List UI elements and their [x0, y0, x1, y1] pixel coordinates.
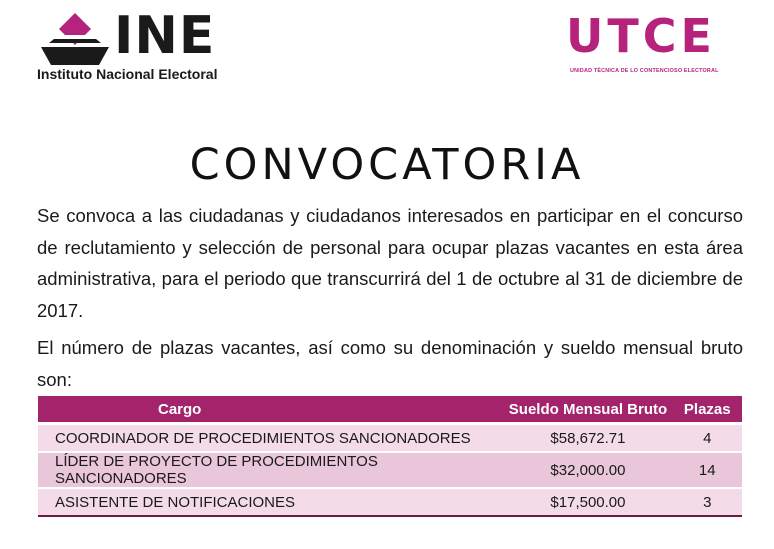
ballot-box-icon: [39, 13, 111, 65]
cell-cargo: LÍDER DE PROYECTO DE PROCEDIMIENTOS SANCIONADORES: [38, 452, 503, 488]
header-plazas: Plazas: [673, 396, 743, 424]
cell-cargo: ASISTENTE DE NOTIFICACIONES: [38, 488, 503, 516]
cell-sueldo: $58,672.71: [503, 424, 672, 453]
table-header-row: [38, 396, 742, 424]
cell-plazas: 14: [673, 452, 743, 488]
cell-sueldo: $32,000.00: [503, 452, 672, 488]
header-sueldo: Sueldo Mensual Bruto: [503, 396, 672, 424]
utce-logo: [566, 10, 746, 80]
cell-cargo: COORDINADOR DE PROCEDIMIENTOS SANCIONADORES: [38, 424, 503, 453]
utce-logo-text: UTCE: [566, 9, 716, 63]
table-row: [38, 488, 742, 516]
ine-logo-text: INE: [114, 6, 216, 66]
cell-sueldo: $17,500.00: [503, 488, 672, 516]
header-cargo: Cargo: [38, 396, 503, 424]
table-row: [38, 424, 742, 453]
vacancies-paragraph: El número de plazas vacantes, así como su denominación y sueldo mensual bruto son:: [37, 337, 743, 390]
vacancies-table: [38, 396, 742, 517]
cell-plazas: 4: [673, 424, 743, 453]
ine-logo: [36, 6, 258, 84]
cell-plazas: 3: [673, 488, 743, 516]
page-title: CONVOCATORIA: [189, 140, 585, 190]
table-row: [38, 452, 742, 488]
ine-subtitle: Instituto Nacional Electoral: [37, 66, 218, 82]
utce-subtitle: UNIDAD TÉCNICA DE LO CONTENCIOSO ELECTORAL: [570, 68, 719, 74]
intro-paragraph: Se convoca a las ciudadanas y ciudadanos interesados en participar en el concurso de reclutamiento y selección de personal para ocupar plazas vacantes en esta área administrativa, para el periodo que transcurrirá del 1 de octubre al 31 de diciembre de 2017.: [37, 205, 743, 321]
